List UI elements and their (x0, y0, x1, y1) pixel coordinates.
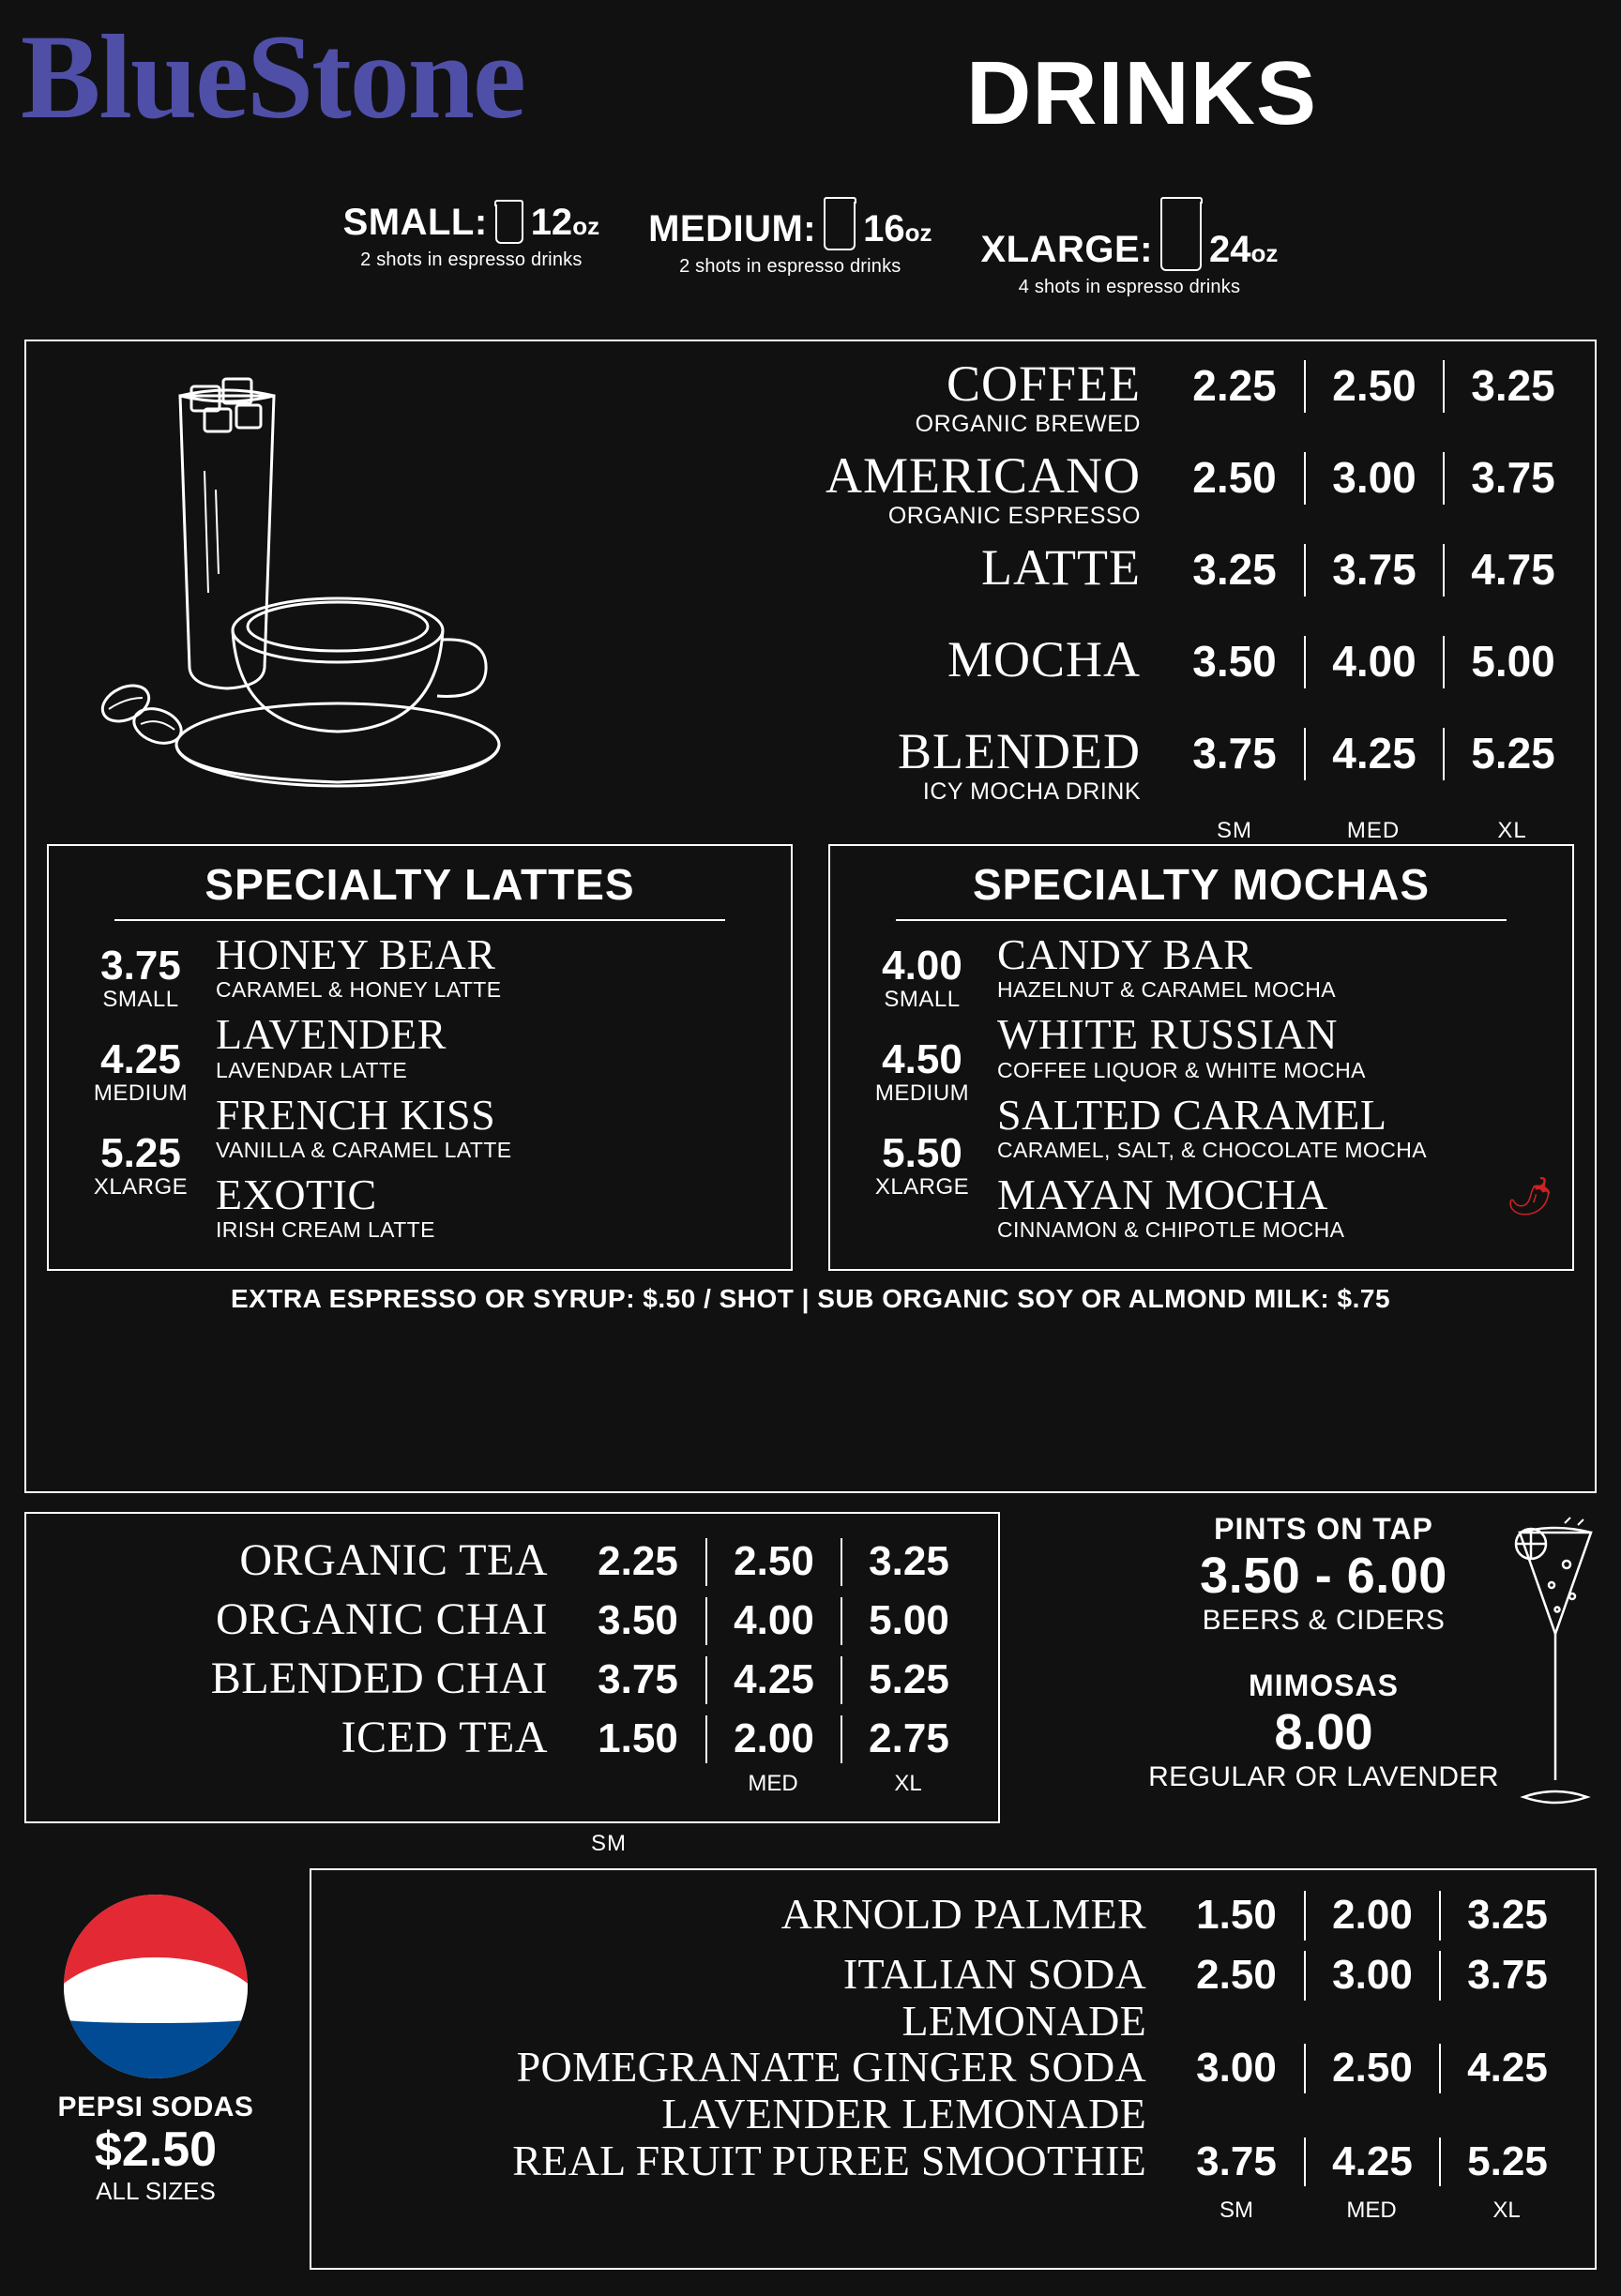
item-name: AMERICANO (825, 447, 1141, 504)
item-desc: ICY MOCHA DRINK (922, 778, 1141, 805)
size-unit-xlarge: oz (1250, 239, 1279, 267)
price-medium: 4.25 (705, 1656, 841, 1704)
price-xlarge: 5.25 (841, 1656, 976, 1704)
page-title: DRINKS (966, 43, 1318, 144)
price-xlarge: 3.25 (841, 1538, 976, 1586)
item-name: CANDY BAR (997, 930, 1253, 978)
price-small-label: SMALL (102, 987, 179, 1012)
cold-drinks-section (310, 1868, 1597, 2270)
item-name: LATTE (981, 539, 1141, 596)
item-desc: CARAMEL & HONEY LATTE (216, 977, 502, 1003)
size-option-small (343, 202, 599, 298)
price-xlarge: 5.25 (100, 1130, 181, 1176)
size-tag-xl: XL (1492, 2197, 1521, 2223)
size-tag-xl: XL (894, 1771, 922, 1796)
mimosa-price: 8.00 (1274, 1704, 1373, 1760)
price-small: 3.50 (1192, 637, 1277, 686)
price-medium: 2.50 (705, 1538, 841, 1586)
item-name: WHITE RUSSIAN (997, 1010, 1338, 1059)
item-name: ARNOLD PALMER (780, 1890, 1146, 1938)
size-label-medium: MEDIUM: (648, 208, 817, 249)
item-name: BLENDED (898, 723, 1141, 779)
item-desc: CARAMEL, SALT, & CHOCOLATE MOCHA (997, 1137, 1427, 1162)
size-tag-sm: SM (1217, 818, 1252, 843)
size-tag-xl: XL (1497, 818, 1527, 843)
section-title: SPECIALTY LATTES (205, 860, 635, 909)
pepsi-logo-icon (64, 1895, 248, 2078)
price-medium: 2.00 (705, 1715, 841, 1763)
price-medium-label: MEDIUM (874, 1080, 970, 1106)
price-medium: 4.25 (100, 1036, 181, 1082)
price-xlarge: 3.25 (1443, 360, 1582, 413)
price-medium: 4.00 (1304, 636, 1443, 688)
price-medium: 4.25 (1304, 728, 1443, 780)
item-desc: CINNAMON & CHIPOTLE MOCHA (997, 1217, 1345, 1243)
cup-medium-icon (824, 202, 856, 250)
menu-item-mayan-mocha (997, 1172, 1555, 1243)
menu-item-organic-chai (49, 1594, 976, 1653)
item-desc: HAZELNUT & CARAMEL MOCHA (997, 977, 1337, 1003)
extras-note: EXTRA ESPRESSO OR SYRUP: $.50 / SHOT | SUB ORGANIC SOY OR ALMOND MILK: $.75 (230, 1284, 1391, 1314)
pints-price: 3.50 - 6.00 (1200, 1548, 1447, 1604)
divider (114, 919, 725, 921)
menu-item-blended (621, 723, 1582, 818)
menu-item-real-fruit-puree-smoothie (332, 2137, 1574, 2198)
size-tag-med: MED (748, 1771, 798, 1796)
item-name: BLENDED CHAI (210, 1654, 548, 1703)
price-medium: 3.00 (1304, 452, 1443, 505)
size-oz-medium: 16 (863, 208, 905, 249)
price-small: 2.25 (1192, 361, 1277, 410)
header (0, 0, 1621, 310)
menu-item-coffee (621, 355, 1582, 450)
size-option-xlarge (981, 202, 1279, 298)
size-note-xlarge: 4 shots in espresso drinks (1018, 277, 1241, 297)
size-tag-med: MED (1346, 2197, 1397, 2223)
size-label-small: SMALL: (342, 202, 488, 243)
item-name: LAVENDER (216, 1010, 447, 1059)
price-small: 3.00 (1196, 2045, 1277, 2092)
size-option-medium (648, 202, 932, 298)
size-oz-small: 12 (530, 202, 573, 243)
menu-item-lavender (216, 1012, 774, 1082)
price-xlarge: 3.25 (1439, 1891, 1574, 1941)
size-note-medium: 2 shots in espresso drinks (679, 256, 901, 277)
price-xlarge: 4.75 (1443, 544, 1582, 597)
pepsi-sizes-note: ALL SIZES (96, 2177, 216, 2206)
pepsi-price: $2.50 (94, 2122, 218, 2177)
price-small: 1.50 (1196, 1892, 1277, 1938)
item-desc: VANILLA & CARAMEL LATTE (216, 1137, 512, 1162)
price-small: 3.75 (1192, 729, 1277, 778)
item-name: REAL FRUIT PUREE SMOOTHIE (512, 2136, 1146, 2184)
item-name-secondary: LAVENDER LEMONADE (661, 2090, 1146, 2138)
iced-coffee-and-cup-illustration (39, 358, 621, 838)
price-medium: 4.25 (1304, 2137, 1439, 2187)
item-name: ITALIAN SODA (842, 1950, 1146, 1998)
menu-item-honey-bear (216, 932, 774, 1003)
price-xlarge-label: XLARGE (874, 1174, 970, 1200)
price-xlarge: 5.50 (882, 1130, 962, 1176)
size-note-small: 2 shots in espresso drinks (360, 249, 583, 270)
brand-logo: BlueStone (21, 10, 524, 144)
cup-small-icon (495, 204, 523, 244)
size-tag-sm-blank (570, 1771, 705, 1797)
tea-size-tag-sm: SM (591, 1831, 627, 1856)
price-small: 3.50 (598, 1597, 678, 1643)
price-xlarge: 5.00 (841, 1597, 976, 1645)
price-small: 2.25 (598, 1538, 678, 1584)
chili-pepper-icon: 🌶 (1506, 1175, 1553, 1217)
mimosa-subtitle: REGULAR OR LAVENDER (1148, 1761, 1499, 1792)
item-name: ORGANIC TEA (239, 1535, 548, 1585)
item-desc: ORGANIC ESPRESSO (887, 503, 1141, 529)
price-medium: 2.50 (1304, 2044, 1439, 2093)
price-medium: 3.75 (1304, 544, 1443, 597)
price-small: 3.75 (1196, 2137, 1277, 2184)
price-medium: 2.50 (1304, 360, 1443, 413)
coffee-price-list (621, 355, 1582, 843)
tea-size-tags (49, 1771, 976, 1797)
tea-section (24, 1512, 1000, 1823)
price-small: 3.75 (598, 1656, 678, 1702)
pepsi-label: PEPSI SODAS (57, 2092, 254, 2122)
specialty-lattes-prices (66, 932, 216, 1252)
menu-item-mocha (621, 631, 1582, 726)
size-label-xlarge: XLARGE: (980, 229, 1153, 270)
item-name: SALTED CARAMEL (997, 1090, 1387, 1139)
price-small: 2.50 (1196, 1952, 1277, 1998)
item-name: HONEY BEAR (216, 930, 496, 978)
price-medium: 3.00 (1304, 1951, 1439, 2001)
price-small: 1.50 (598, 1715, 678, 1761)
price-xlarge: 5.00 (1443, 636, 1582, 688)
menu-item-white-russian (997, 1012, 1555, 1082)
menu-item-iced-tea (49, 1712, 976, 1771)
pints-subtitle: BEERS & CIDERS (1202, 1605, 1446, 1636)
item-name: MOCHA (947, 631, 1141, 687)
menu-item-arnold-palmer (332, 1891, 1574, 1951)
price-xlarge: 5.25 (1443, 728, 1582, 780)
item-name: EXOTIC (216, 1170, 377, 1218)
section-title: SPECIALTY MOCHAS (972, 860, 1431, 909)
size-tag-med: MED (1346, 818, 1401, 843)
cup-xlarge-icon (1160, 202, 1202, 271)
item-name-secondary: LEMONADE (901, 1996, 1146, 2045)
price-medium: 2.00 (1304, 1891, 1439, 1941)
pepsi-section (34, 1895, 278, 2206)
price-xlarge: 4.25 (1439, 2044, 1574, 2093)
specialty-mochas-section (828, 844, 1574, 1271)
menu-item-french-kiss (216, 1090, 774, 1163)
size-legend (0, 202, 1621, 298)
menu-item-exotic (216, 1172, 774, 1243)
divider (896, 919, 1507, 921)
price-small: 2.50 (1192, 453, 1277, 502)
item-name: ICED TEA (341, 1713, 548, 1762)
item-desc: ORGANIC BREWED (915, 411, 1141, 437)
item-name: MAYAN MOCHA (997, 1170, 1328, 1218)
price-xlarge-label: XLARGE (93, 1174, 189, 1200)
mimosa-glass-illustration (1499, 1516, 1612, 1825)
size-oz-xlarge: 24 (1209, 229, 1251, 270)
size-unit-small: oz (572, 212, 600, 240)
price-medium: 4.00 (705, 1597, 841, 1645)
pints-title: PINTS ON TAP (1214, 1512, 1433, 1546)
price-small: 4.00 (882, 943, 962, 989)
size-unit-medium: oz (904, 219, 932, 247)
price-medium: 4.50 (882, 1036, 962, 1082)
price-small: 3.75 (100, 943, 181, 989)
menu-item-organic-tea (49, 1534, 976, 1594)
menu-item-latte (621, 539, 1582, 634)
price-medium-label: MEDIUM (93, 1080, 189, 1106)
price-small: 3.25 (1192, 545, 1277, 594)
price-xlarge: 5.25 (1439, 2137, 1574, 2187)
item-name: COFFEE (946, 355, 1141, 412)
menu-item-blended-chai (49, 1653, 976, 1712)
menu-item-pomegranate-ginger-soda (332, 2044, 1574, 2137)
item-name: POMEGRANATE GINGER SODA (516, 2043, 1146, 2092)
price-xlarge: 3.75 (1439, 1951, 1574, 2001)
specialty-lattes-section (47, 844, 793, 1271)
item-name: FRENCH KISS (216, 1090, 496, 1139)
price-xlarge: 3.75 (1443, 452, 1582, 505)
item-name: ORGANIC CHAI (216, 1594, 548, 1644)
item-desc: COFFEE LIQUOR & WHITE MOCHA (997, 1057, 1366, 1082)
menu-item-italian-soda (332, 1951, 1574, 2044)
menu-item-americano (621, 447, 1582, 542)
menu-item-candy-bar (997, 932, 1555, 1003)
coffee-section (24, 340, 1597, 1493)
soda-size-tags (332, 2198, 1574, 2224)
menu-item-salted-caramel (997, 1090, 1555, 1163)
coffee-size-tags (621, 818, 1582, 844)
price-xlarge: 2.75 (841, 1715, 976, 1763)
size-tag-sm: SM (1220, 2197, 1253, 2223)
price-small-label: SMALL (884, 987, 961, 1012)
specialty-mochas-prices (847, 932, 997, 1252)
item-desc: LAVENDAR LATTE (216, 1057, 408, 1082)
item-desc: IRISH CREAM LATTE (216, 1217, 435, 1243)
mimosa-title: MIMOSAS (1249, 1669, 1399, 1702)
